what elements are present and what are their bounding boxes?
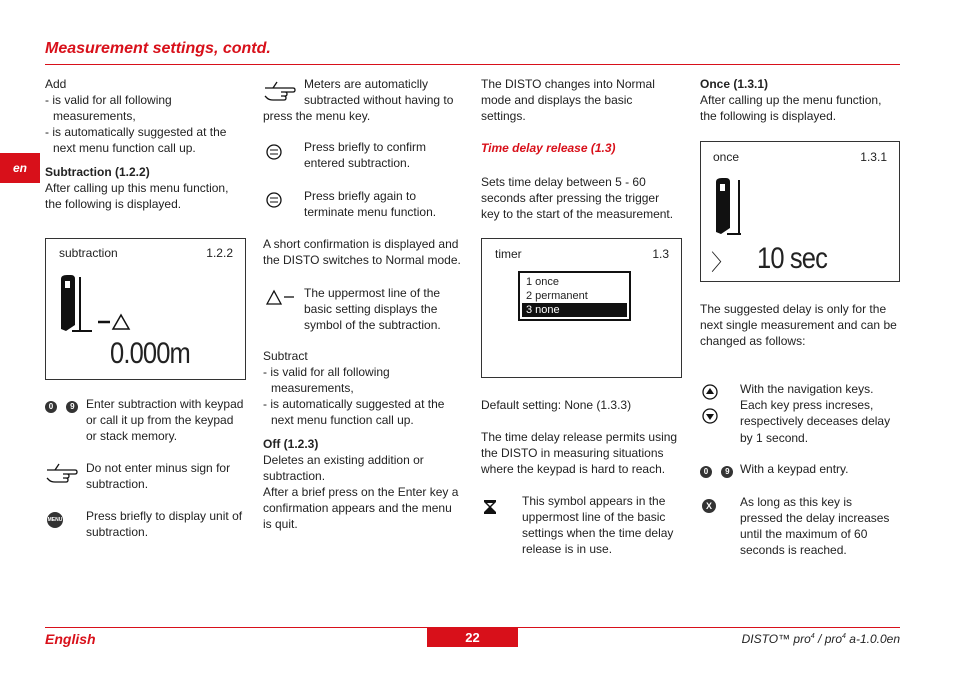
body-text: Each key press increses, — [740, 398, 874, 412]
lcd-code: 1.3 — [652, 247, 669, 261]
symbol-note — [304, 285, 464, 333]
once-title: Once (1.3.1) — [700, 77, 769, 91]
body-text: With the navigation keys. — [740, 382, 874, 396]
suggested-delay-text — [700, 301, 910, 349]
body-text: Enter subtraction with keypad — [86, 397, 244, 411]
body-text: seconds after pressing the trigger — [481, 191, 660, 205]
body-text: where the keypad is hard to reach. — [481, 462, 666, 476]
body-text: press the menu key. — [263, 109, 371, 123]
auto-subtract-hint — [263, 76, 463, 124]
body-text: Deletes an existing addition or — [263, 453, 424, 467]
body-text: terminate menu function. — [304, 205, 437, 219]
body-text: Meters are automaticlly — [304, 77, 429, 91]
body-text: subtraction. — [86, 477, 149, 491]
body-text: by 1 second. — [740, 431, 809, 445]
hourglass-note — [522, 493, 687, 557]
lcd-label: once — [713, 150, 740, 164]
body-text: key to the start of the measurement. — [481, 207, 674, 221]
hourglass-icon — [483, 499, 497, 515]
terminate-note — [304, 188, 464, 220]
body-text: Press briefly to confirm — [304, 140, 427, 154]
body-text: respectively deceases delay — [740, 414, 891, 428]
subtract-bullet-cont: next menu function call up. — [271, 413, 414, 427]
nav-down-key-icon[interactable] — [702, 408, 718, 424]
menu-key-icon[interactable]: MENU — [47, 512, 63, 528]
body-text: the following is displayed. — [45, 197, 182, 211]
body-text: or call it up from the keypad — [86, 413, 234, 427]
default-setting — [481, 397, 691, 477]
minus-note — [86, 460, 256, 492]
body-text: until the maximum of 60 — [740, 527, 868, 541]
body-text: subtraction. — [86, 525, 149, 539]
menu-note — [86, 508, 256, 540]
keypad-note — [86, 396, 256, 444]
body-text: With a keypad entry. — [740, 462, 849, 476]
lcd-code: 1.2.2 — [206, 246, 233, 260]
body-text: entered subtraction. — [304, 156, 411, 170]
body-text: next single measurement and can be — [700, 318, 897, 332]
page-number: 22 — [427, 628, 518, 647]
lcd-code: 1.3.1 — [860, 150, 887, 164]
add-bullet-cont: next menu function call up. — [53, 141, 196, 155]
short-confirmation-text — [263, 236, 468, 268]
body-text: After calling up the menu function, — [700, 93, 882, 107]
subtract-bullet: - is automatically suggested at the — [263, 397, 445, 411]
add-title: Add — [45, 77, 67, 91]
body-text: Do not enter minus sign for — [86, 461, 231, 475]
body-text: The time delay release permits using — [481, 430, 678, 444]
nav-up-key-icon[interactable] — [702, 384, 718, 400]
body-text: After a brief press on the Enter key a — [263, 485, 459, 499]
hand-pointer-icon — [45, 462, 79, 486]
header-rule — [45, 64, 900, 65]
col3-text — [481, 76, 686, 222]
body-text: or stack memory. — [86, 429, 178, 443]
lcd-display-once — [700, 141, 900, 282]
body-text: After calling up this menu function, — [45, 181, 229, 195]
add-bullet-cont: measurements, — [53, 109, 136, 123]
body-text: Press briefly to display unit of — [86, 509, 243, 523]
device-subtract-icon — [58, 275, 138, 335]
page-title: Measurement settings, contd. — [45, 40, 271, 57]
section-title: Time delay release (1.3) — [481, 141, 616, 155]
product-name: DISTO™ pro — [741, 632, 811, 646]
lcd-value: 10 sec — [757, 242, 828, 275]
lcd-display-timer — [481, 238, 682, 378]
subtract-title: Subtract — [263, 349, 308, 363]
body-text: Press briefly again to — [304, 189, 417, 203]
enter-key-icon[interactable] — [266, 144, 282, 160]
subtraction-symbol-icon — [266, 288, 296, 306]
body-text: A short confirmation is displayed and — [263, 237, 459, 251]
timer-menu — [518, 271, 631, 321]
hold-key-note — [740, 494, 905, 558]
add-bullet: - is valid for all following — [45, 93, 172, 107]
body-text: subtraction. — [263, 469, 326, 483]
body-text: confirmation appears and the menu — [263, 501, 452, 515]
lcd-label: subtraction — [59, 246, 118, 260]
add-bullet: - is automatically suggested at the — [45, 125, 227, 139]
body-text: the DISTO switches to Normal mode. — [263, 253, 461, 267]
body-text: basic setting displays the — [304, 302, 438, 316]
body-text: The suggested delay is only for the — [700, 302, 887, 316]
body-text: the following is displayed. — [700, 109, 837, 123]
body-text: mode and displays the basic — [481, 93, 633, 107]
body-text: Default setting: None (1.3.3) — [481, 398, 632, 412]
subtract-bullet: - is valid for all following — [263, 365, 390, 379]
keypad-entry-note — [740, 461, 905, 477]
product-version: a-1.0.0en — [845, 632, 900, 646]
lcd-value: 0.000m — [110, 337, 190, 370]
device-icon — [713, 178, 743, 238]
confirm-note — [304, 139, 464, 171]
body-text: settings when the time delay — [522, 526, 674, 540]
off-title: Off (1.2.3) — [263, 437, 319, 451]
keypad-keys — [45, 399, 78, 413]
lcd-display-subtraction — [45, 238, 246, 380]
nav-keys-note — [740, 381, 905, 446]
body-text: seconds is reached. — [740, 543, 847, 557]
key-0-icon[interactable]: 0 — [700, 466, 712, 478]
body-text: changed as follows: — [700, 334, 806, 348]
menu-item-none[interactable]: 3 none — [522, 303, 627, 317]
subtract-text — [263, 348, 468, 532]
body-text: The DISTO changes into Normal — [481, 77, 655, 91]
menu-item-permanent[interactable]: 2 permanent — [526, 290, 588, 302]
keypad-keys — [700, 464, 733, 478]
body-text: the DISTO in measuring situations — [481, 446, 664, 460]
lcd-label: timer — [495, 247, 522, 261]
language-tab: en — [0, 153, 40, 183]
menu-item-once[interactable]: 1 once — [526, 276, 560, 288]
body-text: uppermost line of the basic — [522, 510, 666, 524]
body-text: subtracted without having to — [304, 93, 454, 107]
key-9-icon[interactable]: 9 — [721, 466, 733, 478]
key-9-icon[interactable]: 9 — [66, 401, 78, 413]
chevron-right-icon: 〉 — [711, 250, 734, 275]
enter-key-icon[interactable] — [266, 192, 282, 208]
footer-product — [742, 632, 900, 646]
body-text: This symbol appears in the — [522, 494, 666, 508]
body-text: As long as this key is — [740, 495, 853, 509]
body-text: symbol of the subtraction. — [304, 318, 441, 332]
superscript: 4 — [810, 633, 815, 640]
body-text: is quit. — [263, 517, 298, 531]
x-key-icon[interactable]: X — [702, 499, 716, 513]
col1-text — [45, 76, 250, 212]
subtract-bullet-cont: measurements, — [271, 381, 354, 395]
body-text: Sets time delay between 5 - 60 — [481, 175, 646, 189]
key-0-icon[interactable]: 0 — [45, 401, 57, 413]
body-text: settings. — [481, 109, 526, 123]
body-text: pressed the delay increases — [740, 511, 890, 525]
body-text: release is in use. — [522, 542, 613, 556]
product-name: / pro — [814, 632, 843, 646]
subtraction-title: Subtraction (1.2.2) — [45, 165, 150, 179]
body-text: The uppermost line of the — [304, 286, 441, 300]
col4-text — [700, 76, 905, 124]
footer-language: English — [45, 631, 96, 647]
superscript: 4 — [842, 633, 846, 640]
